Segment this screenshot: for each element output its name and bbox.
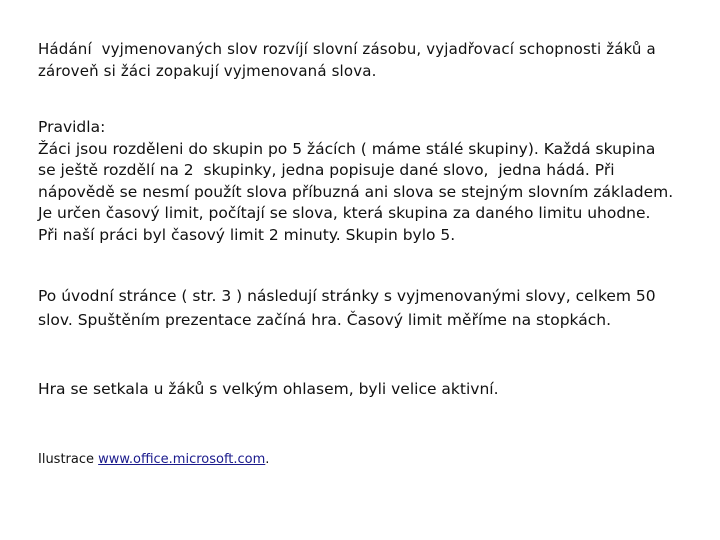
rules-line-3: nápovědě se nesmí použít slova příbuzná ani slova se stejným slovním základem. bbox=[38, 182, 674, 201]
rules-line-1: Žáci jsou rozděleni do skupin po 5 žácích ( máme stálé skupiny). Každá skupina bbox=[38, 139, 656, 158]
rules-paragraph bbox=[38, 117, 673, 246]
office-microsoft-link[interactable]: www.office.microsoft.com bbox=[98, 452, 266, 467]
illustration-credit bbox=[38, 450, 269, 470]
pages-line-2: slov. Spuštěním prezentace začíná hra. Časový limit měříme na stopkách. bbox=[38, 311, 612, 329]
rules-line-5: Při naší práci byl časový limit 2 minuty. Skupin bylo 5. bbox=[38, 225, 456, 244]
credit-suffix: . bbox=[265, 452, 270, 467]
credit-prefix: Ilustrace bbox=[38, 452, 99, 467]
pages-paragraph bbox=[38, 284, 656, 332]
intro-line-2: zároveň si žáci zopakují vyjmenovaná slova. bbox=[38, 62, 377, 80]
rules-line-4: Je určen časový limit, počítají se slova, která skupina za daného limitu uhodne. bbox=[38, 204, 651, 222]
intro-line-1: Hádání vyjmenovaných slov rozvíjí slovní zásobu, vyjadřovací schopnosti žáků a bbox=[38, 40, 656, 58]
outcome-paragraph bbox=[38, 378, 499, 400]
rules-line-2: se ještě rozdělí na 2 skupinky, jedna popisuje dané slovo, jedna hádá. Při bbox=[38, 161, 615, 179]
outcome-line: Hra se setkala u žáků s velkým ohlasem, byli velice aktivní. bbox=[38, 380, 499, 398]
rules-heading: Pravidla: bbox=[38, 118, 106, 136]
pages-line-1: Po úvodní stránce ( str. 3 ) následují stránky s vyjmenovanými slovy, celkem 50 bbox=[38, 287, 656, 305]
intro-paragraph bbox=[38, 38, 656, 82]
